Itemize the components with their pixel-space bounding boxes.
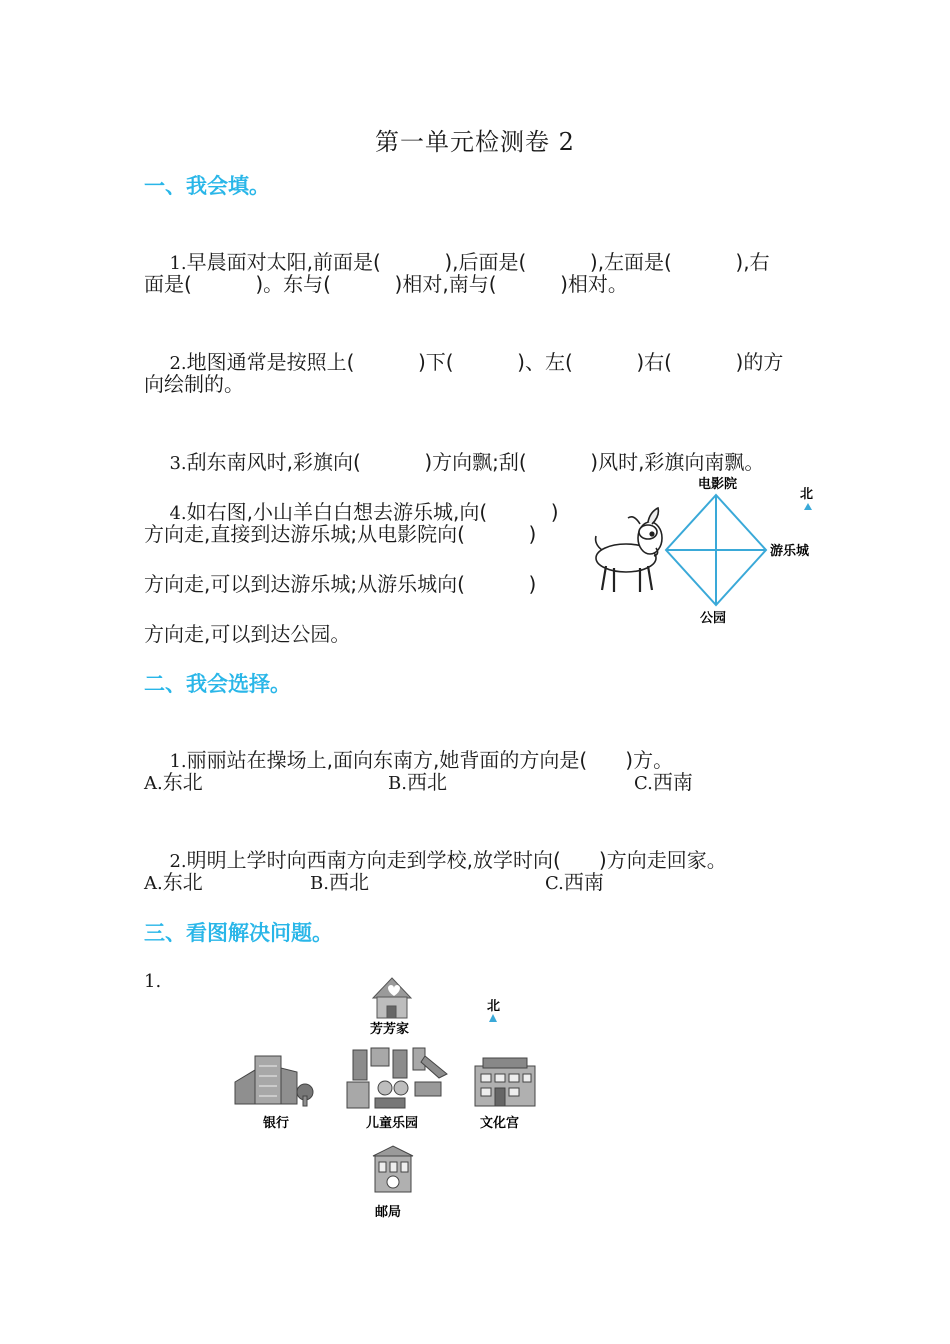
option-text: 东北 xyxy=(162,870,203,894)
map-label-cinema: 电影院 xyxy=(698,477,738,492)
q4-line4: 方向走,可以到达公园。 xyxy=(144,622,351,646)
q4-line2: 方向走,直接到达游乐城;从电影院向( ) xyxy=(144,522,537,546)
q3-number: 3. xyxy=(169,453,187,474)
choice1-text: 丽丽站在操场上,面向东南方,她背面的方向是( )方。 xyxy=(186,748,674,772)
post-office-icon xyxy=(373,1146,413,1192)
north-arrow-icon xyxy=(804,503,812,510)
q4-map-figure xyxy=(588,470,828,630)
section-fill-in: 一、我会填。 xyxy=(144,174,270,198)
q4-number: 4. xyxy=(169,503,187,524)
choice2-number: 2. xyxy=(169,851,187,872)
map-label-amusement-city: 游乐城 xyxy=(770,544,810,559)
q2-number: 2. xyxy=(169,353,187,374)
north-label: 北 xyxy=(487,999,501,1014)
option-letter: C. xyxy=(634,773,653,794)
choice2-option-c[interactable] xyxy=(545,868,604,898)
north-label: 北 xyxy=(800,487,814,502)
option-text: 西北 xyxy=(328,870,369,894)
q4-line3: 方向走,可以到达游乐城;从游乐城向( ) xyxy=(144,572,537,596)
choice1-number: 1. xyxy=(169,751,187,772)
option-letter: C. xyxy=(545,873,564,894)
option-letter: A. xyxy=(144,873,163,894)
q1-number: 1. xyxy=(169,253,187,274)
q1-line2: 面是( )。东与( )相对,南与( )相对。 xyxy=(144,272,628,296)
choice2-text: 明明上学时向西南方向走到学校,放学时向( )方向走回家。 xyxy=(186,848,727,872)
q1-text-1: 早晨面对太阳,前面是( ),后面是( ),左面是( ),右 xyxy=(186,250,770,274)
q3-text-1: 刮东南风时,彩旗向( )方向飘;刮( )风时,彩旗向南飘。 xyxy=(186,450,765,474)
choice1-option-c[interactable] xyxy=(634,768,693,798)
page-title: 第一单元检测卷 2 xyxy=(375,128,575,156)
option-text: 东北 xyxy=(162,770,203,794)
choice1-option-a[interactable] xyxy=(144,768,203,798)
option-letter: A. xyxy=(144,773,163,794)
label-children-park: 儿童乐园 xyxy=(366,1116,419,1131)
q4-text-1: 如右图,小山羊白白想去游乐城,向( ) xyxy=(186,500,559,524)
choice2-question xyxy=(144,818,727,904)
choice2-option-b[interactable] xyxy=(310,868,369,898)
option-text: 西南 xyxy=(563,870,604,894)
house-icon xyxy=(373,978,411,1018)
choice2-option-a[interactable] xyxy=(144,868,203,898)
label-post-office: 邮局 xyxy=(375,1205,402,1220)
problem1-number xyxy=(144,966,161,996)
problem1-num: 1. xyxy=(144,971,162,992)
map-label-park: 公园 xyxy=(700,611,727,626)
label-culture-palace: 文化宫 xyxy=(480,1116,520,1131)
option-text: 西北 xyxy=(406,770,447,794)
north-arrow-icon xyxy=(489,1014,497,1022)
q2-line2: 向绘制的。 xyxy=(144,372,244,396)
problem1-map-figure xyxy=(225,970,545,1225)
option-text: 西南 xyxy=(652,770,693,794)
option-letter: B. xyxy=(310,873,329,894)
culture-palace-icon xyxy=(475,1058,535,1106)
q2-text-1: 地图通常是按照上( )下( )、左( )右( )的方 xyxy=(186,350,784,374)
playground-icon xyxy=(347,1048,447,1108)
section-solve-with-picture: 三、看图解决问题。 xyxy=(144,921,333,945)
option-letter: B. xyxy=(388,773,407,794)
label-fangfang-home: 芳芳家 xyxy=(370,1022,410,1037)
goat-illustration xyxy=(596,508,662,592)
label-bank: 银行 xyxy=(263,1116,290,1131)
choice1-option-b[interactable] xyxy=(388,768,447,798)
bank-building-icon xyxy=(235,1056,313,1106)
section-choice: 二、我会选择。 xyxy=(144,672,291,696)
diamond-route-map xyxy=(666,495,766,605)
